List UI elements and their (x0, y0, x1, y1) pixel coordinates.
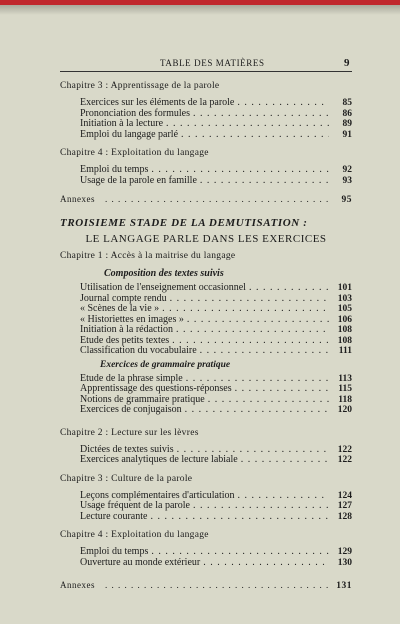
chapter-entries (60, 547, 352, 568)
toc-entry (80, 165, 352, 176)
toc-entry-label: Usage de la parole en famille (80, 174, 197, 186)
leader-dots (151, 547, 329, 558)
leader-dots (170, 294, 329, 305)
leader-dots (105, 580, 329, 590)
toc-entry-page: 129 (337, 547, 352, 557)
toc-entry-label: Etude de la phrase simple (80, 372, 183, 384)
chapter-entries (60, 165, 352, 186)
toc-entry-page: 122 (337, 444, 352, 455)
toc-entry (80, 384, 352, 395)
toc-entry-label: Exercices analytiques de lecture labiale (80, 454, 238, 465)
leader-dots (200, 346, 329, 357)
chapter-heading: Chapitre 4 : Exploitation du langage (60, 530, 209, 540)
table-of-contents (60, 81, 352, 591)
toc-entry-label: Etude des petits textes (80, 334, 170, 346)
toc-entry-page: 113 (338, 373, 352, 384)
toc-entry (80, 98, 352, 109)
toc-entry (80, 176, 352, 187)
toc-entry-label: Leçons complémentaires d'articulation (80, 489, 235, 501)
leader-dots (237, 98, 329, 109)
toc-entry-page: 105 (337, 304, 352, 314)
chapter-entries (60, 445, 352, 466)
toc-entry-page: 120 (337, 405, 352, 415)
annexes-entry (60, 580, 352, 591)
toc-entry-page: 127 (337, 501, 352, 511)
leader-dots (193, 501, 329, 512)
toc-entry-page: 111 (338, 346, 352, 356)
toc-entry-label: Initiation à la lecture (80, 118, 164, 129)
leader-dots (185, 405, 329, 416)
leader-dots (241, 455, 329, 466)
toc-entry-page: 92 (342, 165, 352, 175)
toc-entry (80, 558, 352, 569)
chapter-heading: Chapitre 1 : Accès à la maitrise du langage (60, 251, 236, 261)
toc-entry-page: 86 (342, 108, 352, 119)
chapter-entries (60, 491, 352, 523)
subsection-heading: Exercices de grammaire pratique (100, 359, 231, 370)
toc-entry-page: 91 (342, 129, 352, 140)
chapter-heading: Chapitre 3 : Culture de la parole (60, 473, 193, 484)
toc-entry (80, 501, 352, 512)
toc-entry-page: 89 (342, 119, 352, 129)
toc-entry-label: Usage fréquent de la parole (80, 500, 190, 511)
leader-dots (200, 176, 329, 187)
toc-entry (80, 405, 352, 416)
chapter-entries (60, 283, 352, 357)
leader-dots (193, 109, 329, 120)
leader-dots (249, 283, 329, 294)
toc-entry-label: Emploi du langage parlé (80, 128, 179, 140)
chapter-entries (60, 98, 352, 140)
leader-dots (151, 165, 329, 176)
toc-entry-page: 106 (337, 314, 352, 325)
toc-entry-label: Classification du vocabulaire (80, 345, 197, 356)
chapter-heading: Chapitre 3 : Apprentissage de la parole (60, 81, 220, 91)
toc-entry-page: 85 (342, 98, 352, 108)
toc-entry-label: Dictées de textes suivis (80, 443, 174, 455)
leader-dots (105, 194, 329, 204)
annexes-label: Annexes (60, 580, 95, 590)
toc-entry-label: Emploi du temps (80, 546, 149, 557)
leader-dots (150, 512, 329, 523)
toc-entry (80, 346, 352, 357)
annexes-label: Annexes (60, 194, 95, 204)
toc-entry-page: 108 (337, 325, 352, 335)
leader-dots (166, 119, 329, 130)
chapter-entries (60, 374, 352, 416)
toc-entry-label: Exercices de conjugaison (80, 404, 182, 415)
toc-entry-label: Lecture courante (80, 510, 148, 522)
toc-entry (80, 512, 352, 523)
toc-entry-label: « Scènes de la vie » (80, 303, 160, 314)
leader-dots (203, 558, 329, 569)
toc-entry-label: Exercices sur les éléments de la parole (80, 97, 235, 108)
toc-entry-label: Apprentissage des questions-réponses (80, 383, 232, 394)
toc-entry-label: Notions de grammaire pratique (80, 393, 205, 405)
toc-entry-page: 108 (337, 335, 352, 346)
toc-entry (80, 130, 352, 141)
leader-dots (238, 491, 329, 502)
toc-entry-label: Utilisation de l'enseignement occasionnel (80, 282, 246, 293)
leader-dots (176, 325, 329, 336)
toc-entry (80, 455, 352, 466)
subsection-heading: Composition des textes suivis (104, 268, 224, 279)
toc-entry (80, 119, 352, 130)
toc-entry-label: Emploi du temps (80, 164, 149, 175)
toc-entry (80, 304, 352, 315)
toc-entry-page: 122 (337, 455, 352, 465)
toc-entry-label: Ouverture au monde extérieur (80, 556, 201, 568)
page-number: 9 (344, 57, 350, 69)
toc-entry-page: 128 (337, 511, 352, 522)
leader-dots (187, 315, 329, 326)
leader-dots (208, 395, 329, 406)
chapter-heading: Chapitre 4 : Exploitation du langage (60, 148, 209, 158)
stage-subtitle: LE LANGAGE PARLE DANS LES EXERCICES (85, 233, 327, 245)
toc-entry-label: Journal compte rendu (80, 292, 167, 304)
toc-entry-page: 115 (338, 384, 352, 394)
annexes-page: 95 (341, 195, 352, 205)
toc-entry-page: 124 (337, 490, 352, 501)
header-rule (60, 71, 352, 72)
toc-entry-page: 130 (337, 557, 352, 568)
toc-entry (80, 325, 352, 336)
toc-entry-page: 103 (337, 293, 352, 304)
toc-entry (80, 547, 352, 558)
toc-entry-page: 118 (338, 394, 352, 405)
leader-dots (235, 384, 329, 395)
leader-dots (181, 130, 329, 141)
annexes-entry (60, 194, 352, 205)
toc-entry-label: « Historiettes en images » (80, 313, 184, 325)
running-title: TABLE DES MATIÈRES (160, 58, 265, 68)
toc-entry-label: Initiation à la rédaction (80, 324, 174, 335)
toc-entry (80, 283, 352, 294)
toc-entry-page: 93 (342, 175, 352, 186)
toc-entry-page: 101 (337, 283, 352, 293)
toc-entry-label: Prononciation des formules (80, 107, 190, 119)
annexes-page: 131 (336, 581, 352, 591)
chapter-heading: Chapitre 2 : Lecture sur les lèvres (60, 427, 199, 438)
leader-dots (162, 304, 329, 315)
stage-title: TROISIEME STADE DE LA DEMUTISATION : (60, 217, 308, 229)
